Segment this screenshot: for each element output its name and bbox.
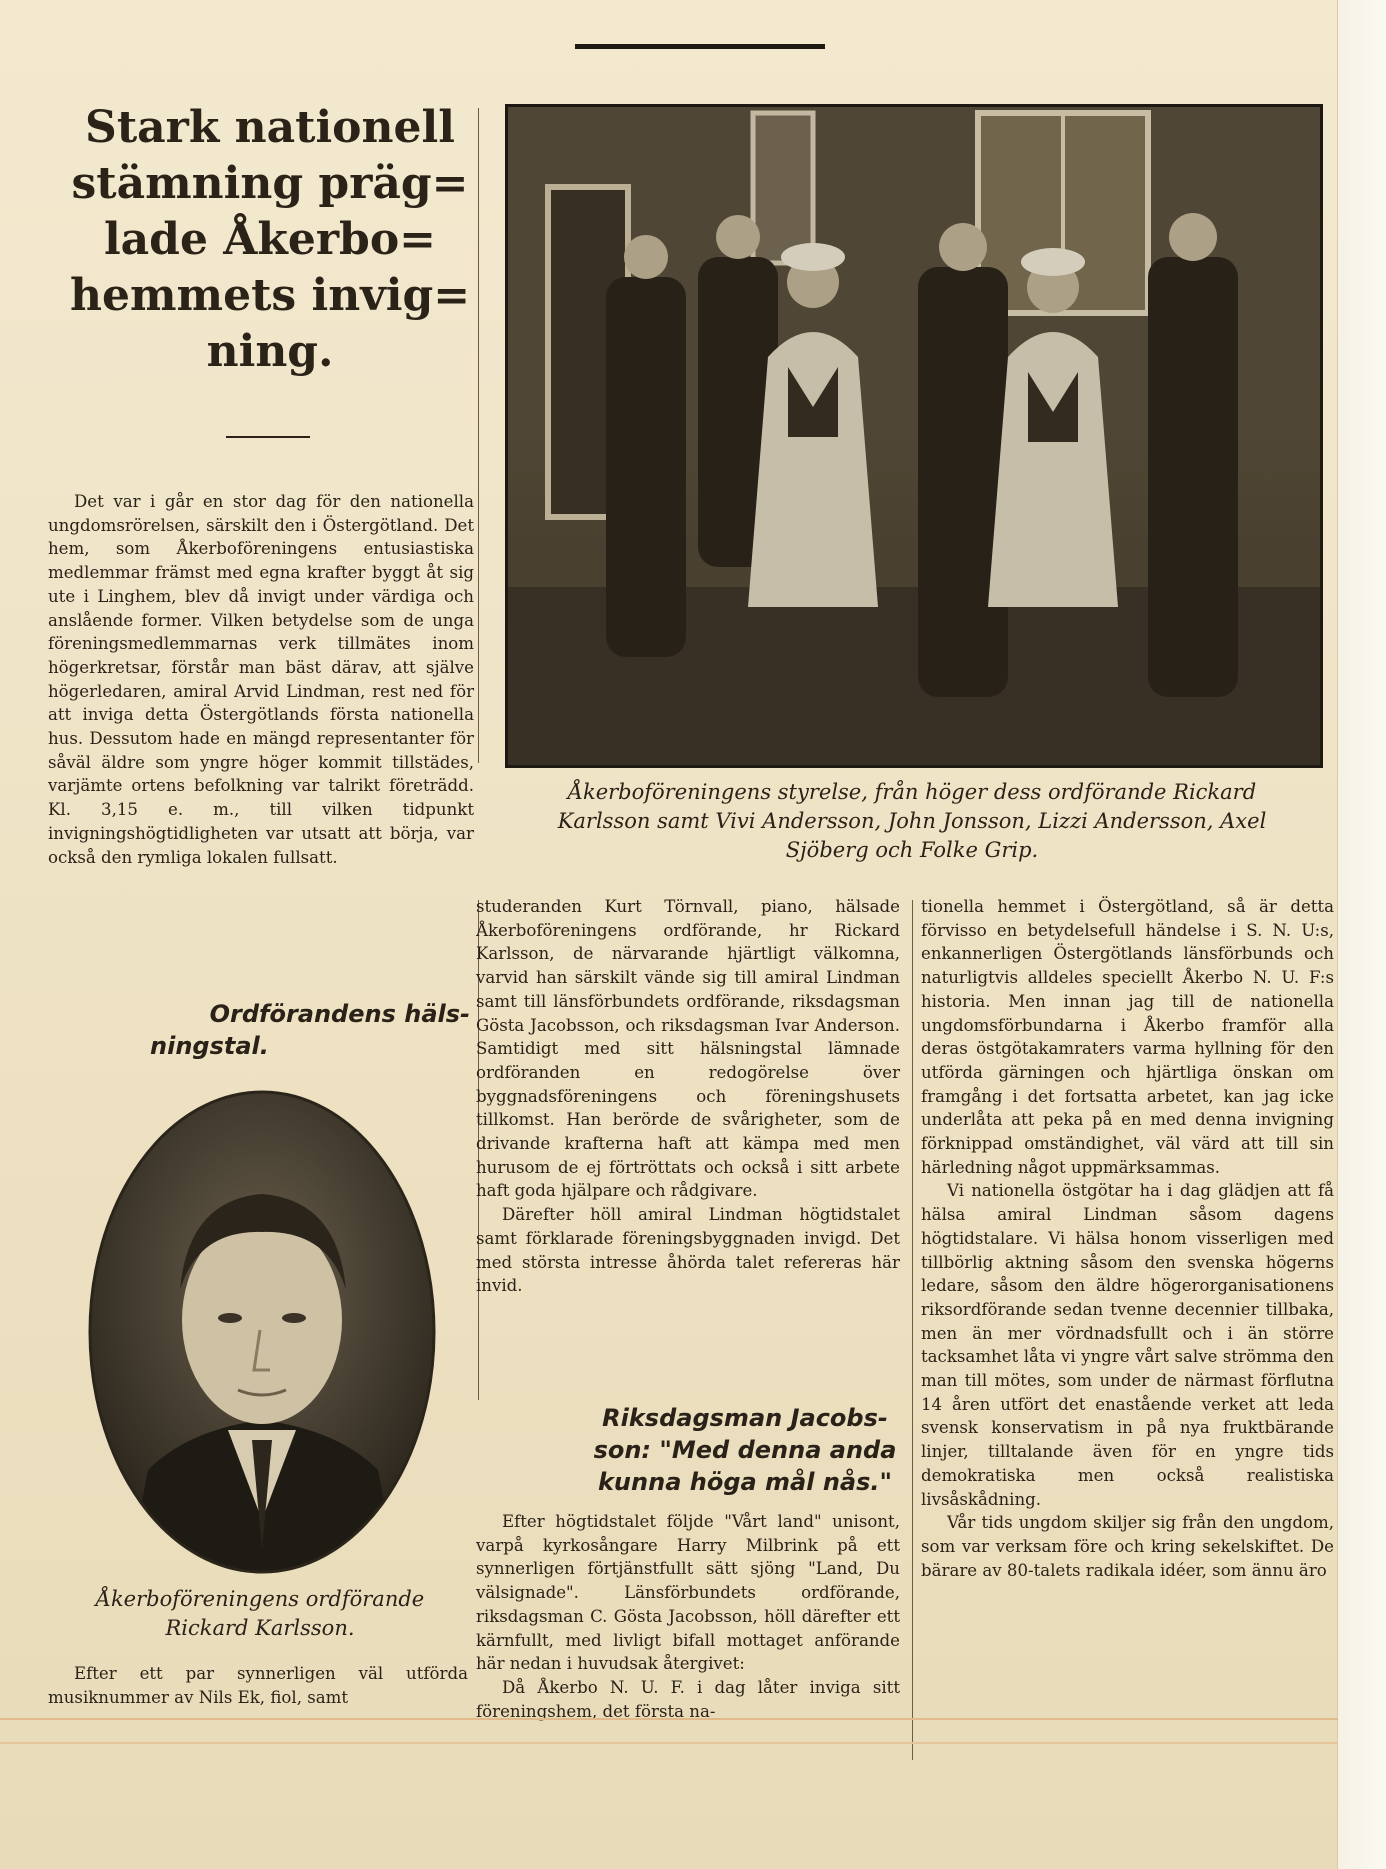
photo-caption (498, 778, 1326, 865)
caption-line: Åkerboföreningens ordförande (95, 1587, 425, 1611)
group-photo (505, 104, 1323, 768)
headline-line: Stark nationell (85, 102, 455, 153)
portrait-caption (60, 1585, 460, 1643)
intro-paragraph: Det var i går en stor dag för den nationella ungdomsrörelsen, särskilt den i Östergötland. Det hem, som Åkerboföreningens entusiastiska medlemmar främst med egna krafter byggt åt sig ute i Linghem, blev då invigt under värdiga och anslående former. Vilken betydelse som de unga föreningsmedlemmarnas verk tillmätes inom högerkretsar, förstår man bäst därav, att själve högerledaren, amiral Arvid Lindman, rest ned för att inviga detta Östergötlands första nationella hus. Dessutom hade en mängd representanter för såväl äldre som yngre höger kommit tillstädes, varjämte ortens befolkning var talrikt företrädd. Kl. 3,15 e. m., till vilken tidpunkt invigningshögtidligheten var utsatt att börja, var också den rymliga lokalen fullsatt. (48, 492, 474, 867)
subhead-line: Ordförandens häls- (209, 1000, 470, 1028)
subhead-greeting (150, 998, 470, 1062)
paragraph: Därefter höll amiral Lindman högtidstalet samt förklarade föreningsbyggnaden invigd. Det med största intresse åhörda talet refereras här invid. (476, 1205, 900, 1296)
paragraph: tionella hemmet i Östergötland, så är detta förvisso en betydelsefull händelse i S. N. U:s, enkannerligen Östergötlands länsförbunds och naturligtvis alldeles speciellt Åkerbo N. U. F:s historia. Men innan jag till de nationella ungdomsförbundarna i Åkerbo framför alla deras östgötakamraters varma hyllning för den utförda gärningen och hjärtliga önskan om framgång i det fortsatta arbetet, kan jag icke underlåta att peka på en med denna invigning förknippad omständighet, väl värd att till sin härledning något uppmärksammas. (921, 897, 1334, 1177)
paragraph: Vår tids ungdom skiljer sig från den ungdom, som var verksam före och kring sekelskiftet. De bärare av 80-talets radikala idéer, som ännu äro (921, 1513, 1334, 1580)
subhead-line: kunna höga mål nås." (597, 1468, 893, 1496)
caption-line: Sjöberg och Folke Grip. (785, 838, 1039, 862)
headline-line: ning. (206, 326, 334, 377)
subhead-line: Riksdagsman Jacobs- (602, 1404, 888, 1432)
page-edge (1337, 0, 1386, 1869)
column-rule (478, 108, 479, 763)
headline-line: lade Åkerbo= (103, 214, 437, 265)
col3 (921, 895, 1334, 1582)
headline (70, 100, 470, 380)
paragraph: studeranden Kurt Törnvall, piano, hälsade Åkerboföreningens ordförande, hr Rickard Karlsson, de närvarande hjärtligt välkomna, varvid han särskilt vände sig till amiral Lindman samt till länsförbundets ordförande, riksdagsman Gösta Jacobsson, och riksdagsman Ivar Anderson. Samtidigt med sitt hälsningstal lämnade ordföranden en redogörelse över byggnadsföreningens och föreningshusets tillkomst. Han berörde de svårigheter, som de drivande krafterna haft att kämpa med men hurusom de ej förtröttats och också i sitt arbete haft goda hjälpare och rådgivare. (476, 897, 900, 1201)
portrait-photo (88, 1090, 436, 1574)
subhead-line: son: "Med denna anda (593, 1436, 897, 1464)
headline-line: hemmets invig= (70, 270, 471, 321)
intro-column (48, 490, 474, 869)
col2-top (476, 895, 900, 1298)
top-rule (575, 44, 825, 49)
caption-line: Åkerboföreningens styrelse, från höger dess ordförande Rickard (567, 780, 1257, 804)
caption-line: Rickard Karlsson. (165, 1616, 355, 1640)
paragraph: Vi nationella östgötar ha i dag glädjen att få hälsa amiral Lindman såsom dagens högtidstalare. Vi hälsa honom visserligen med tillbörlig aktning såsom den svenska högerns ledare, såsom den äldre högerorganisationens riksordförande sedan tvenne decennier tillbaka, men än mer vördnadsfullt och i än större tacksamhet låta vi yngre vårt salve strömma den man till mötes, som under de närmast förflutna 14 åren utfört det enastående verket att leda svensk konservatism in på nya fruktbärande linjer, tilltalande även för en yngre tids demokratiska men också realistiska livsåskådning. (921, 1181, 1334, 1509)
group-photo-image (508, 107, 1320, 765)
paragraph: Efter högtidstalet följde "Vårt land" unisont, varpå kyrkosångare Harry Milbrink på ett synnerligen förtjänstfullt sätt sjöng "Land, Du välsignade". Länsförbundets ordförande, riksdagsman C. Gösta Jacobsson, höll därefter ett kärnfullt, med livligt bifall mottaget anförande här nedan i huvudsak återgivet: (476, 1512, 900, 1674)
paragraph: Efter ett par synnerligen väl utförda musiknummer av Nils Ek, fiol, samt (48, 1664, 468, 1707)
column-rule (912, 900, 913, 1760)
caption-line: Karlsson samt Vivi Andersson, John Jonsson, Lizzi Andersson, Axel (557, 809, 1267, 833)
headline-rule (226, 436, 310, 438)
subhead-line: ningstal. (150, 1032, 269, 1060)
paragraph: Då Åkerbo N. U. F. i dag låter inviga sitt föreningshem, det första na- (476, 1677, 900, 1721)
subhead-jacobsson (580, 1402, 910, 1498)
bottom-border (0, 1718, 1338, 1744)
col2-bottom (476, 1510, 900, 1723)
headline-line: stämning präg= (71, 158, 469, 209)
col1-bottom (48, 1662, 468, 1709)
